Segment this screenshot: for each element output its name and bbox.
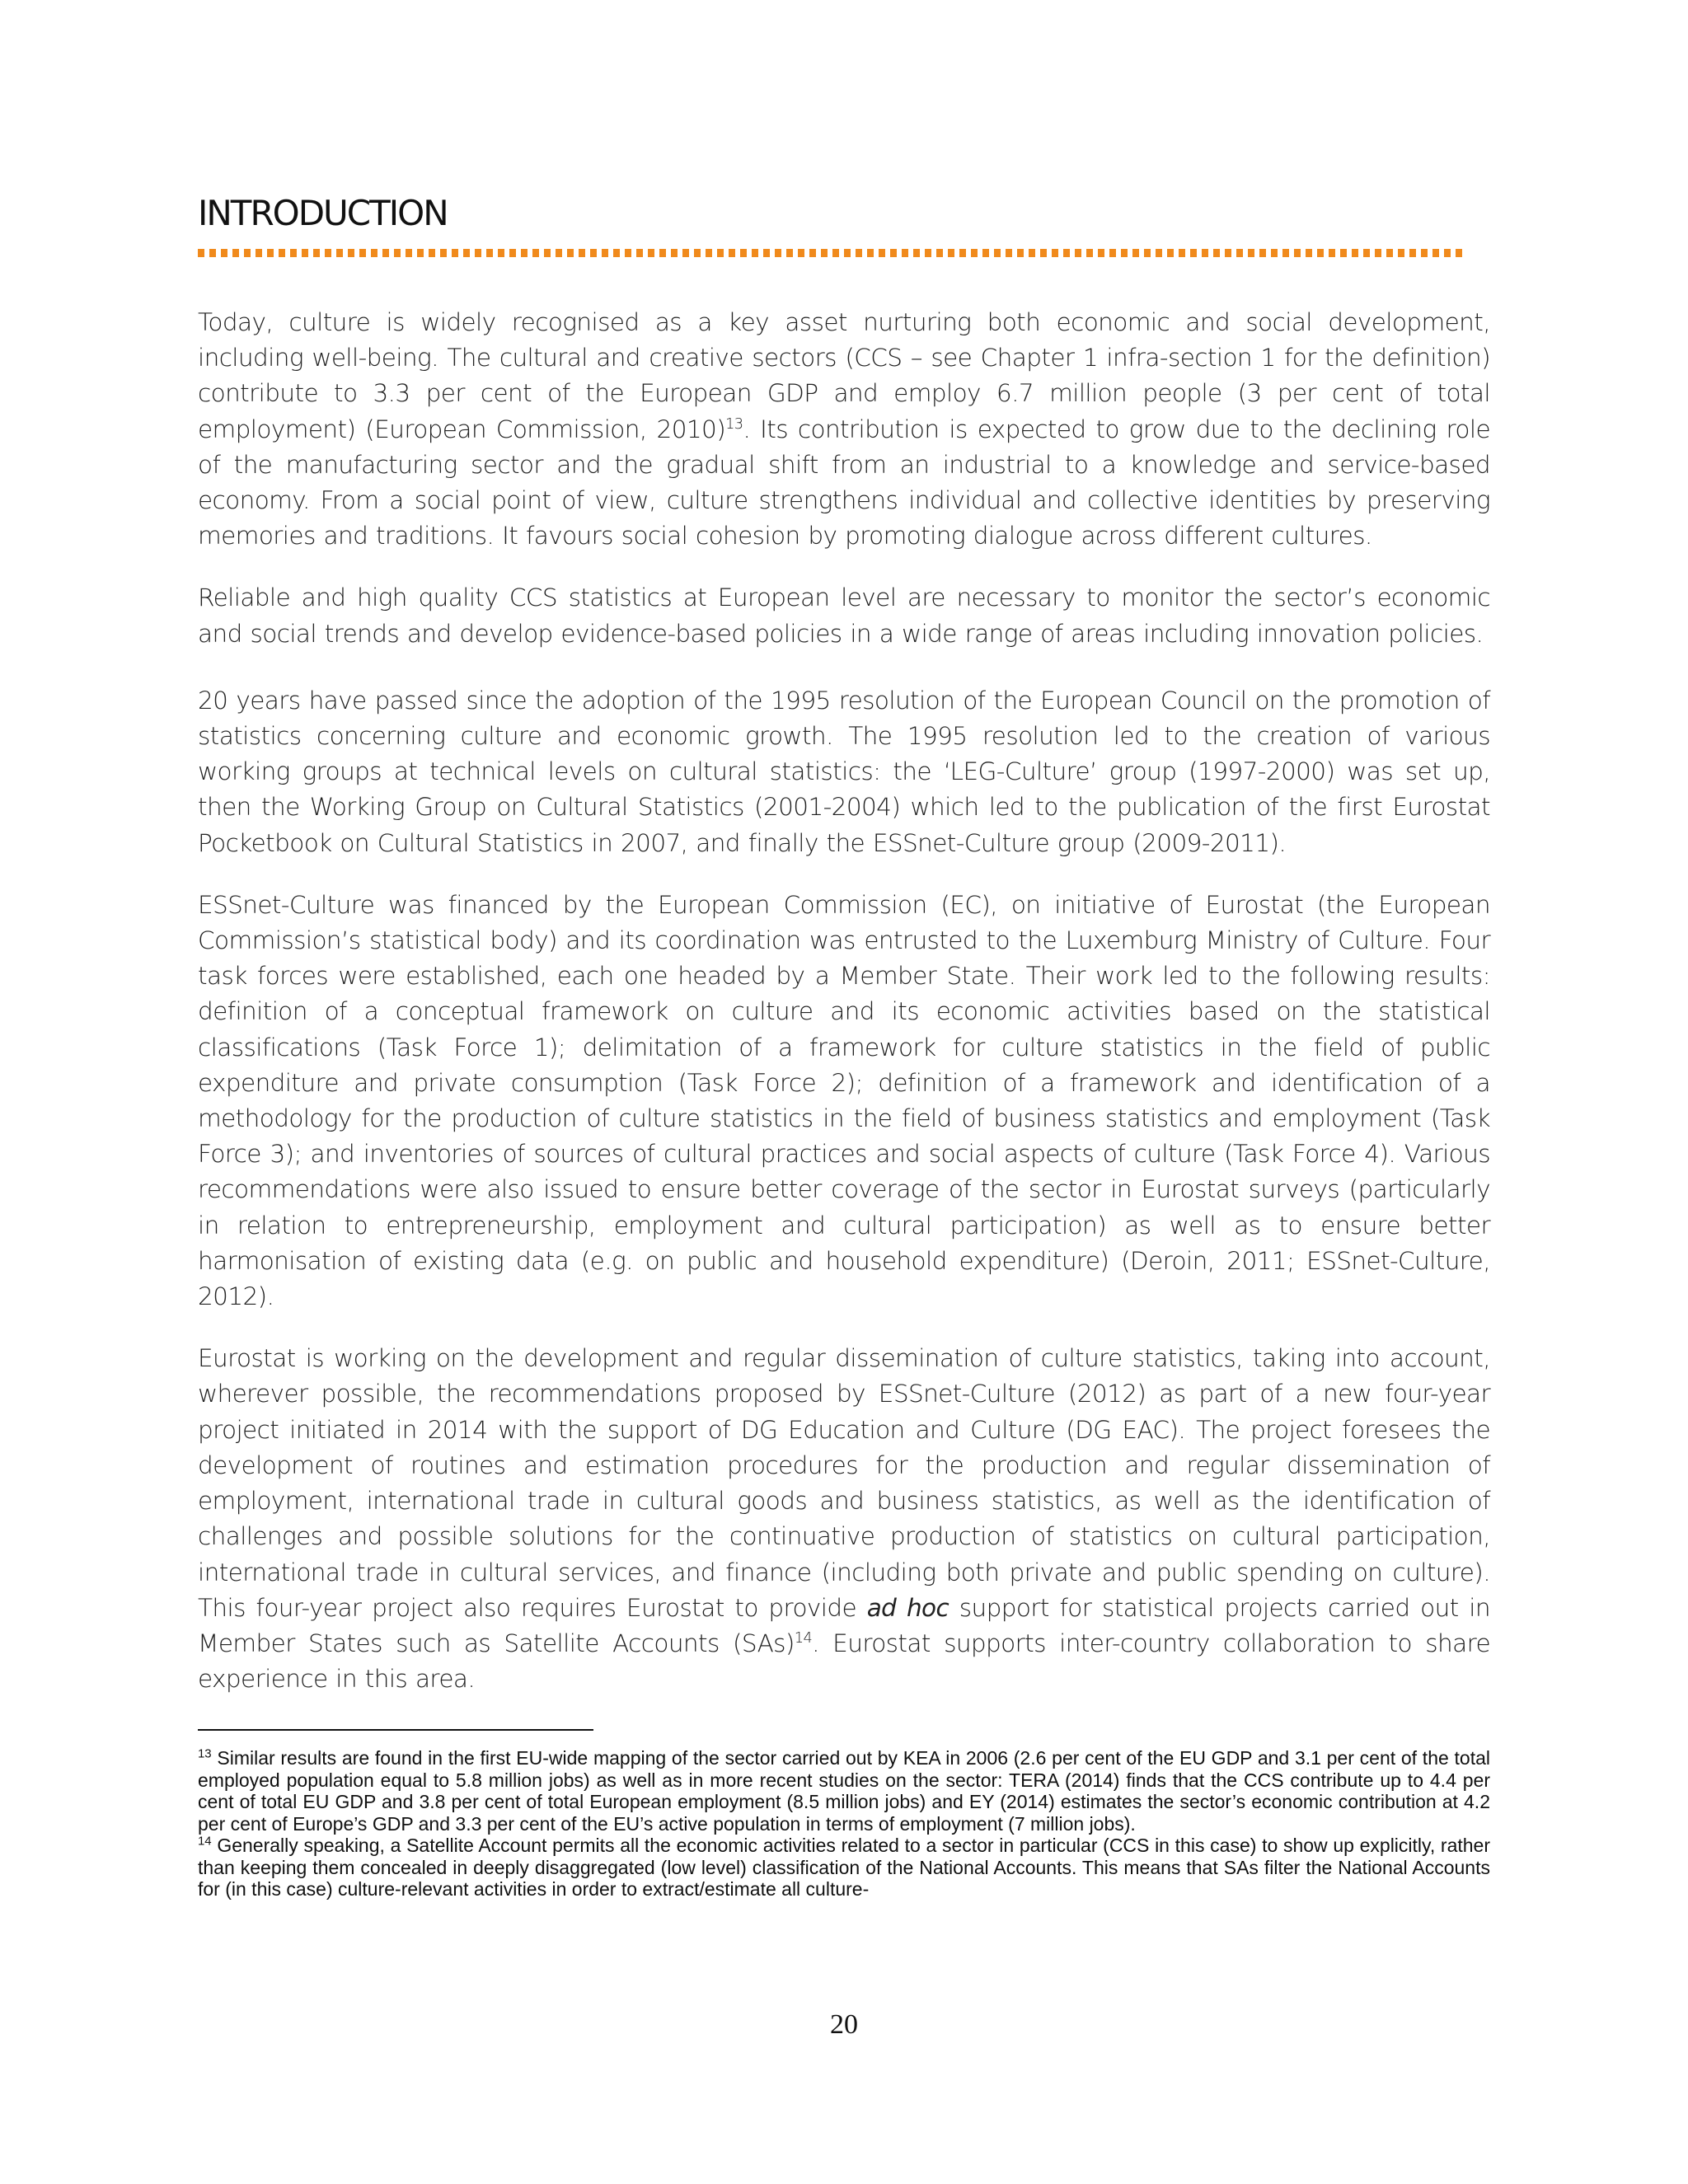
paragraph-5-text-a: Eurostat is working on the development and regular dissemination of culture statistics, taking into account, wherever possible, the recommendations proposed by ESSnet-Culture (2012) as part of a new four-year project initiated in 2014 with the support of DG Education and Culture (DG EAC). The project foresees the development of routines and estimation procedures for the production and regular dissemination of employment, international trade in cultural goods and business statistics, as well as the identification of challenges and possible solutions for the continuative production of statistics on cultural participation, international trade in cultural services, and finance (including both private and public spending on culture). This four-year project also requires Eurostat to provide (198, 1344, 1490, 1622)
paragraph-1 (198, 305, 1490, 554)
paragraph-2: Reliable and high quality CCS statistics at European level are necessary to monitor the sector’s economic and social trends and develop evidence-based policies in a wide range of areas including innovation policies. (198, 583, 1490, 648)
footnote-14 (198, 1835, 1490, 1900)
footnote-separator (198, 1729, 593, 1731)
footnote-14-text: Generally speaking, a Satellite Account permits all the economic activities related to a sector in particular (CCS in this case) to show up explicitly, rather than keeping them concealed in deeply disaggregated (low level) classification of the National Accounts. This means that SAs filter the National Accounts for (in this case) culture-relevant activities in order to extract/estimate all culture- (198, 1835, 1490, 1900)
heading-dotted-rule (198, 249, 1467, 257)
paragraph-5-italic: ad hoc (866, 1593, 950, 1622)
footnote-13 (198, 1747, 1490, 1835)
footnotes (198, 1747, 1490, 1900)
body-text (198, 305, 1490, 1723)
paragraph-5-text-c: . Eurostat supports inter-country collaboration to share experience in this area. (198, 1629, 1490, 1694)
footnote-13-number: 13 (198, 1746, 212, 1761)
paragraph-4: ESSnet-Culture was financed by the European Commission (EC), on initiative of Eurostat (the European Commission’s statistical body) and its coordination was entrusted to the Luxemburg Ministry of Culture. Four task forces were established, each one headed by a Member State. Their work led to the following results: definition of a conceptual framework on culture and its economic activities based on the statistical classifications (Task Force 1); delimitation of a framework for culture statistics in the field of public expenditure and private consumption (Task Force 2); definition of a framework and identification of a methodology for the production of culture statistics in the field of business statistics and employment (Task Force 3); and inventories of sources of cultural practices and social aspects of culture (Task Force 4). Various recommendations were also issued to ensure better coverage of the sector in Eurostat surveys (particularly in relation to entrepreneurship, employment and cultural participation) as well as to ensure better harmonisation of existing data (e.g. on public and household expenditure) (Deroin, 2011; ESSnet-Culture, 2012). (198, 890, 1490, 1311)
paragraph-5 (198, 1341, 1490, 1697)
footnote-ref-13[interactable]: 13 (725, 415, 743, 433)
section-heading: INTRODUCTION (198, 193, 448, 233)
paragraph-5-text-b: support for statistical projects carried out in Member States such as Satellite Accounts (SAs) (198, 1593, 1490, 1657)
paragraph-3: 20 years have passed since the adoption of the 1995 resolution of the European Council on the promotion of statistics concerning culture and economic growth. The 1995 resolution led to the creation of various working groups at technical levels on cultural statistics: the ‘LEG-Culture’ group (1997-2000) was set up, then the Working Group on Cultural Statistics (2001-2004) which led to the publication of the first Eurostat Pocketbook on Cultural Statistics in 2007, and finally the ESSnet-Culture group (2009-2011). (198, 686, 1490, 857)
paragraph-1-text-b: . Its contribution is expected to grow due to the declining role of the manufacturing sector and the gradual shift from an industrial to a knowledge and service-based economy. From a social point of view, culture strengthens individual and collective identities by preserving memories and traditions. It favours social cohesion by promoting dialogue across different cultures. (198, 415, 1491, 551)
paragraph-1-text-a: Today, culture is widely recognised as a key asset nurturing both economic and social development, including well-being. The cultural and creative sectors (CCS – see Chapter 1 infra-section 1 for the definition) contribute to 3.3 per cent of the European GDP and employ 6.7 million people (3 per cent of total employment) (European Commission, 2010) (198, 308, 1490, 443)
page-number: 20 (830, 2009, 858, 2040)
footnote-ref-14[interactable]: 14 (794, 1630, 813, 1647)
footnote-13-text: Similar results are found in the first EU-wide mapping of the sector carried out by KEA in 2006 (2.6 per cent of the EU GDP and 3.1 per cent of the total employed population equal to 5.8 million jobs) as well as in more recent studies on the sector: TERA (2014) finds that the CCS contribute up to 4.4 per cent of total EU GDP and 3.8 per cent of total European employment (8.5 million jobs) and EY (2014) estimates the sector’s economic contribution at 4.2 per cent of Europe’s GDP and 3.3 per cent of the EU’s active population in terms of employment (7 million jobs). (198, 1747, 1490, 1835)
footnote-14-number: 14 (198, 1834, 212, 1849)
